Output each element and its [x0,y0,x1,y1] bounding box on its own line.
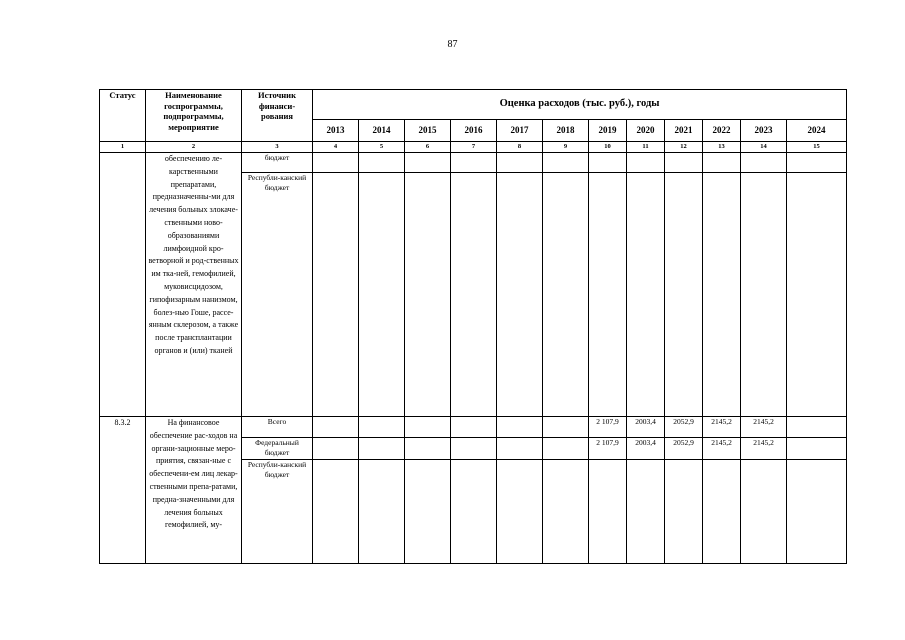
year-2019: 2019 [589,120,627,142]
source-cell: Республи-канский бюджет [242,173,313,417]
col-number: 5 [359,142,405,153]
budget-table [99,89,847,564]
col-number: 6 [405,142,451,153]
header-name: Наименование госпрограммы, подпрограммы, мероприятие [146,90,242,142]
col-number: 8 [497,142,543,153]
year-2021: 2021 [665,120,703,142]
year-2023: 2023 [741,120,787,142]
value-cell: 2003,4 [627,417,665,438]
value-cell: 2052,9 [665,438,703,460]
value-cell: 2052,9 [665,417,703,438]
col-number: 9 [543,142,589,153]
col-number: 3 [242,142,313,153]
source-cell: Республи-канский бюджет [242,460,313,564]
col-number: 2 [146,142,242,153]
value-cell: 2 107,9 [589,417,627,438]
value-cell: 2145,2 [703,417,741,438]
header-status: Статус [100,90,146,142]
source-cell: бюджет [242,153,313,173]
year-2014: 2014 [359,120,405,142]
col-number: 14 [741,142,787,153]
value-cell: 2 107,9 [589,438,627,460]
year-2022: 2022 [703,120,741,142]
col-number: 11 [627,142,665,153]
year-2013: 2013 [313,120,359,142]
header-estimate: Оценка расходов (тыс. руб.), годы [313,90,847,120]
col-number: 15 [787,142,847,153]
col-number: 4 [313,142,359,153]
year-2017: 2017 [497,120,543,142]
status-cell: 8.3.2 [100,417,146,564]
year-2020: 2020 [627,120,665,142]
header-source: Источник финанси-рования [242,90,313,142]
year-2018: 2018 [543,120,589,142]
col-number: 12 [665,142,703,153]
col-number: 13 [703,142,741,153]
measure-name: На финансовое обеспечение рас-ходов на органи-зационные меро-приятия, связан-ные с обеспечени-ем лиц лекар-ственными препа-ратами, предна-значенными для лечения больных гемофилией, му- [146,417,242,564]
page-number: 87 [447,39,458,50]
source-cell: Всего [242,417,313,438]
year-2016: 2016 [451,120,497,142]
col-number: 1 [100,142,146,153]
year-2024: 2024 [787,120,847,142]
measure-name: обеспечению ле-карственными препаратами, предназначенны-ми для лечения больных злокаче-ственными ново-образованиями лимфоидной кро-ветворной и род-ственных им тка-ней, гемофилией, муковисцидозом, гипофизарным нанизмом, болез-нью Гоше, рассе-янным склерозом, а также после трансплантации органов и (или) тканей [146,153,242,417]
col-number: 10 [589,142,627,153]
value-cell: 2145,2 [741,438,787,460]
year-2015: 2015 [405,120,451,142]
value-cell: 2145,2 [703,438,741,460]
source-cell: Федеральный бюджет [242,438,313,460]
col-number: 7 [451,142,497,153]
value-cell: 2003,4 [627,438,665,460]
value-cell: 2145,2 [741,417,787,438]
status-cell [100,153,146,417]
